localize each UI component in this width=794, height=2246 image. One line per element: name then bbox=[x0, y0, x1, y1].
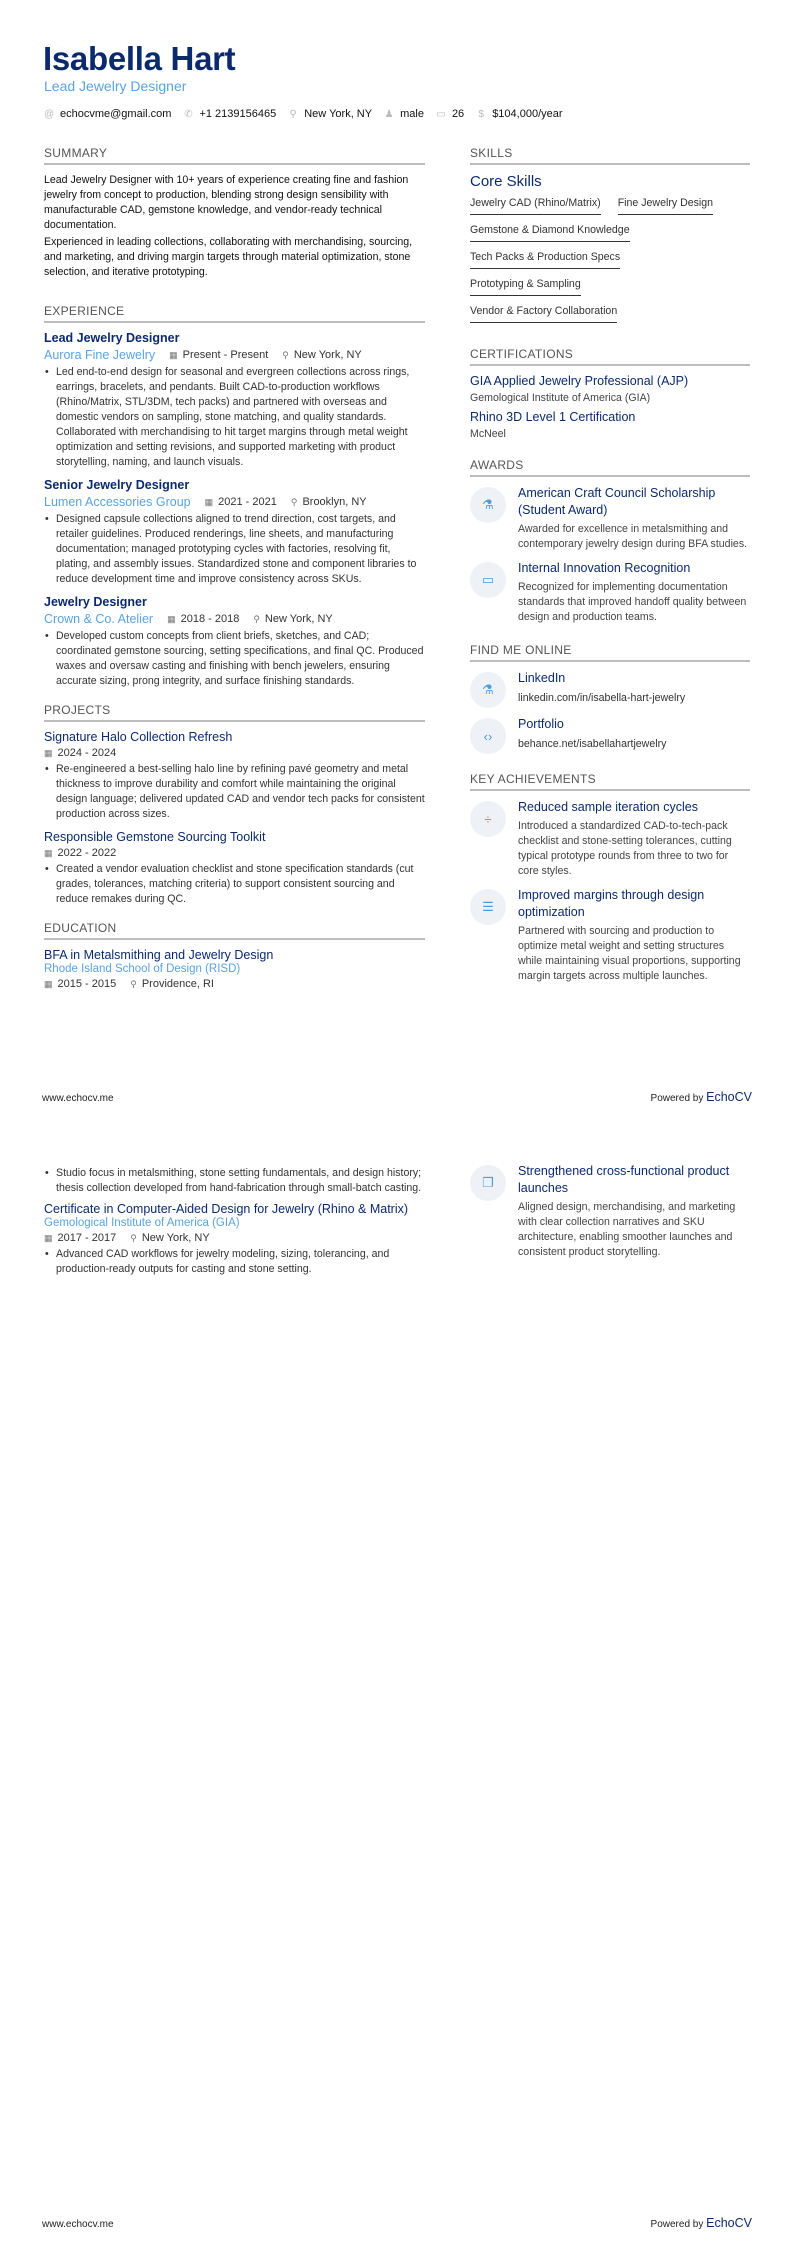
link-label: Portfolio bbox=[518, 717, 564, 731]
achievement-description: Aligned design, merchandising, and marketing with clear collection narratives and SKU architecture, enabling smoother launches and consistent product storytelling. bbox=[518, 1201, 736, 1258]
calendar-icon: ▦ bbox=[204, 496, 214, 507]
location-pin-icon: ⚲ bbox=[130, 1232, 137, 1243]
degree-title: Certificate in Computer-Aided Design for Jewelry (Rhino & Matrix) bbox=[44, 1202, 409, 1216]
company-name: Crown & Co. Atelier bbox=[44, 612, 154, 626]
job-location: New York, NY bbox=[264, 613, 333, 625]
project-dates: 2024 - 2024 bbox=[57, 747, 117, 759]
certification-name: Rhino 3D Level 1 Certification bbox=[470, 410, 636, 424]
experience-section bbox=[44, 304, 425, 689]
job-location: Brooklyn, NY bbox=[302, 496, 367, 508]
contact-bar bbox=[44, 108, 563, 120]
section-title-online: FIND ME ONLINE bbox=[470, 643, 750, 662]
experience-item bbox=[44, 595, 425, 689]
job-bullet: • Designed capsule collections aligned to trend direction, cost targets, and retailer guidelines. Produced renderings, line sheets, and manufacturing documentation; managed prototyping cycles with factories, resolving fit, plating, and assembly issues. Standardized stone and component libraries to reduce development time and improve consistency across SKUs. bbox=[44, 512, 425, 587]
job-bullet: • Developed custom concepts from client briefs, sketches, and CAD; coordinated gemstone sourcing, setting specifications, and final QC. Produced waxes and oversaw casting and finishing with bench jewelers, ensuring accurate sizing, prong integrity, and surface finishing standards. bbox=[44, 629, 425, 689]
achievement-description: Partnered with sourcing and production to optimize metal weight and setting structures while maintaining visual proportions, supporting margin targets across multiple launches. bbox=[518, 925, 741, 982]
achievement-title: Improved margins through design optimization bbox=[518, 888, 705, 919]
summary-paragraph: Experienced in leading collections, collaborating with merchandising, sourcing, and marketing, and driving margin targets through material optimization, stone selection, and iterative prototyping. bbox=[44, 236, 413, 278]
candidate-role: Lead Jewelry Designer bbox=[44, 78, 187, 94]
degree-title: BFA in Metalsmithing and Jewelry Design bbox=[44, 948, 274, 962]
skill-chip: Prototyping & Sampling bbox=[470, 275, 581, 296]
certification-issuer: Gemological Institute of America (GIA) bbox=[470, 392, 651, 404]
job-title: Senior Jewelry Designer bbox=[44, 478, 190, 492]
online-link-portfolio[interactable] bbox=[470, 716, 750, 754]
right-column-continued bbox=[470, 1163, 750, 1268]
online-link-linkedin[interactable] bbox=[470, 670, 750, 708]
job-location: New York, NY bbox=[293, 349, 362, 361]
skill-chip: Fine Jewelry Design bbox=[618, 194, 713, 215]
person-icon: ♟ bbox=[384, 108, 394, 120]
calendar-icon: ▭ bbox=[436, 108, 446, 120]
education-bullet: • Advanced CAD workflows for jewelry modeling, sizing, tolerancing, and production-ready outputs for casting and stone setting. bbox=[44, 1247, 425, 1277]
footer-powered-by: Powered by EchoCV bbox=[650, 2216, 752, 2230]
candidate-name: Isabella Hart bbox=[43, 40, 236, 77]
cake-icon: ☰ bbox=[470, 889, 506, 925]
certification-issuer: McNeel bbox=[470, 428, 506, 440]
code-icon: ‹› bbox=[470, 718, 506, 754]
footer-site-link[interactable]: www.echocv.me bbox=[42, 1093, 114, 1104]
brand-logo[interactable]: EchoCV bbox=[706, 1090, 752, 1104]
calendar-icon: ▦ bbox=[169, 349, 178, 360]
project-item bbox=[44, 830, 425, 907]
contact-age: ▭ 26 bbox=[436, 108, 465, 120]
resume-page-2 bbox=[0, 1123, 794, 2246]
project-bullet: • Created a vendor evaluation checklist and stone specification standards (cut grades, tolerances, matching criteria) to support consistent sourcing and reduce remakes during QC. bbox=[44, 862, 425, 907]
footer-powered-by: Powered by EchoCV bbox=[650, 1090, 752, 1104]
education-dates: 2015 - 2015 bbox=[57, 978, 117, 990]
location-pin-icon: ⚲ bbox=[253, 613, 260, 624]
achievement-item bbox=[470, 887, 750, 984]
section-title-education: EDUCATION bbox=[44, 921, 425, 940]
link-url[interactable]: behance.net/isabellahartjewelry bbox=[518, 738, 667, 750]
flask-icon: ⚗ bbox=[470, 487, 506, 523]
job-title: Jewelry Designer bbox=[44, 595, 147, 609]
certification-name: GIA Applied Jewelry Professional (AJP) bbox=[470, 374, 689, 388]
experience-item bbox=[44, 331, 425, 470]
education-bullet: • Studio focus in metalsmithing, stone setting fundamentals, and design history; thesis collection developed from hand-fabrication through small-batch casting. bbox=[44, 1166, 425, 1196]
salary-icon: $ bbox=[478, 108, 484, 120]
contact-location: ⚲ New York, NY bbox=[289, 108, 373, 120]
flask-icon: ⚗ bbox=[470, 672, 506, 708]
left-column bbox=[44, 146, 425, 990]
skill-chip: Gemstone & Diamond Knowledge bbox=[470, 221, 630, 242]
project-title: Responsible Gemstone Sourcing Toolkit bbox=[44, 830, 266, 844]
education-location: New York, NY bbox=[141, 1232, 210, 1244]
at-icon: @ bbox=[44, 108, 55, 120]
job-meta bbox=[44, 612, 425, 626]
achievement-item bbox=[470, 799, 750, 879]
contact-phone[interactable]: ✆ +1 2139156465 bbox=[184, 108, 277, 120]
achievements-section bbox=[470, 772, 750, 984]
section-title-experience: EXPERIENCE bbox=[44, 304, 425, 323]
right-column bbox=[470, 146, 750, 992]
certifications-section bbox=[470, 347, 750, 440]
contact-salary: $ $104,000/year bbox=[476, 108, 562, 120]
calendar-icon: ▦ bbox=[167, 613, 176, 624]
company-name: Lumen Accessories Group bbox=[44, 495, 191, 509]
job-dates: Present - Present bbox=[182, 349, 269, 361]
education-dates: 2017 - 2017 bbox=[57, 1232, 117, 1244]
award-item bbox=[470, 485, 750, 552]
calendar-icon: ▦ bbox=[44, 847, 53, 858]
achievement-description: Introduced a standardized CAD-to-tech-pack checklist and stone-setting tolerances, cutting typical prototype rounds from three to two for core styles. bbox=[518, 820, 732, 877]
left-column-continued bbox=[44, 1163, 425, 1285]
skill-list bbox=[470, 194, 750, 329]
experience-item bbox=[44, 478, 425, 587]
achievement-title: Strengthened cross-functional product launches bbox=[518, 1164, 730, 1195]
section-title-achievements: KEY ACHIEVEMENTS bbox=[470, 772, 750, 791]
skill-chip: Vendor & Factory Collaboration bbox=[470, 302, 617, 323]
link-url[interactable]: linkedin.com/in/isabella-hart-jewelry bbox=[518, 692, 686, 704]
project-dates: 2022 - 2022 bbox=[57, 847, 117, 859]
contact-email[interactable]: @ echocvme@gmail.com bbox=[44, 108, 172, 120]
location-pin-icon: ⚲ bbox=[130, 978, 137, 989]
toggle-icon: ▭ bbox=[470, 562, 506, 598]
awards-section bbox=[470, 458, 750, 625]
calendar-icon: ▦ bbox=[44, 978, 53, 989]
phone-icon: ✆ bbox=[184, 108, 193, 120]
achievement-title: Reduced sample iteration cycles bbox=[518, 800, 698, 814]
skills-section bbox=[470, 146, 750, 329]
divide-icon: ÷ bbox=[470, 801, 506, 837]
skill-chip: Tech Packs & Production Specs bbox=[470, 248, 620, 269]
section-title-summary: SUMMARY bbox=[44, 146, 425, 165]
project-item bbox=[44, 730, 425, 822]
section-title-certifications: CERTIFICATIONS bbox=[470, 347, 750, 366]
award-description: Recognized for implementing documentation standards that improved handoff quality between design and production teams. bbox=[518, 581, 747, 623]
project-title: Signature Halo Collection Refresh bbox=[44, 730, 233, 744]
job-dates: 2021 - 2021 bbox=[218, 496, 277, 508]
institution-name: Gemological Institute of America (GIA) bbox=[44, 1217, 240, 1229]
section-title-awards: AWARDS bbox=[470, 458, 750, 477]
link-label: LinkedIn bbox=[518, 671, 566, 685]
education-location: Providence, RI bbox=[141, 978, 214, 990]
award-description: Awarded for excellence in metalsmithing and contemporary jewelry design during BFA studies. bbox=[518, 523, 748, 550]
location-icon: ⚲ bbox=[289, 108, 297, 120]
page-footer bbox=[42, 1090, 752, 1104]
achievement-item bbox=[470, 1163, 750, 1260]
location-pin-icon: ⚲ bbox=[290, 496, 298, 507]
section-title-skills: SKILLS bbox=[470, 146, 750, 165]
summary-paragraph: Lead Jewelry Designer with 10+ years of experience creating fine and fashion jewelry from concept to production, blending strong design sensibility with manufacturable CAD, gemstone knowledge, and vendor-ready technical documentation. bbox=[44, 174, 409, 231]
job-meta bbox=[44, 495, 425, 509]
award-item bbox=[470, 560, 750, 625]
brand-logo[interactable]: EchoCV bbox=[706, 2216, 752, 2230]
job-title: Lead Jewelry Designer bbox=[44, 331, 180, 345]
contact-gender: ♟ male bbox=[384, 108, 424, 120]
location-pin-icon: ⚲ bbox=[282, 349, 289, 360]
page-footer bbox=[42, 2216, 752, 2230]
calendar-icon: ▦ bbox=[44, 1232, 53, 1243]
summary-section bbox=[44, 146, 425, 280]
online-section bbox=[470, 643, 750, 754]
copy-check-icon: ❐ bbox=[470, 1165, 506, 1201]
job-meta bbox=[44, 348, 425, 362]
education-item bbox=[44, 948, 425, 990]
projects-section bbox=[44, 703, 425, 907]
award-title: Internal Innovation Recognition bbox=[518, 561, 691, 575]
section-title-projects: PROJECTS bbox=[44, 703, 425, 722]
skill-chip: Jewelry CAD (Rhino/Matrix) bbox=[470, 194, 601, 215]
education-section bbox=[44, 921, 425, 990]
job-dates: 2018 - 2018 bbox=[180, 613, 240, 625]
footer-site-link[interactable]: www.echocv.me bbox=[42, 2219, 114, 2230]
project-bullet: • Re-engineered a best-selling halo line by refining pavé geometry and metal thickness to improve durability and comfort while maintaining the original design language; delivered updated CAD and vendor tech packs for consistent production across sizes. bbox=[44, 762, 425, 822]
award-title: American Craft Council Scholarship (Student Award) bbox=[518, 486, 716, 517]
company-name: Aurora Fine Jewelry bbox=[44, 348, 156, 362]
institution-name: Rhode Island School of Design (RISD) bbox=[44, 963, 241, 975]
calendar-icon: ▦ bbox=[44, 747, 53, 758]
job-bullet: • Led end-to-end design for seasonal and evergreen collections across rings, earrings, bracelets, and pendants. Built CAD-to-production workflows (Rhino/Matrix, STL/3DM, tech packs) and partnered with overseas and domestic vendors on sampling, stone matching, and quality standards. Collaborated with merchandising to hit target margins through metal weight optimization and setting revisions, and supported marketing with product storytelling, naming, and launch visuals. bbox=[44, 365, 425, 470]
skill-group-title: Core Skills bbox=[470, 173, 542, 190]
education-item bbox=[44, 1202, 425, 1277]
